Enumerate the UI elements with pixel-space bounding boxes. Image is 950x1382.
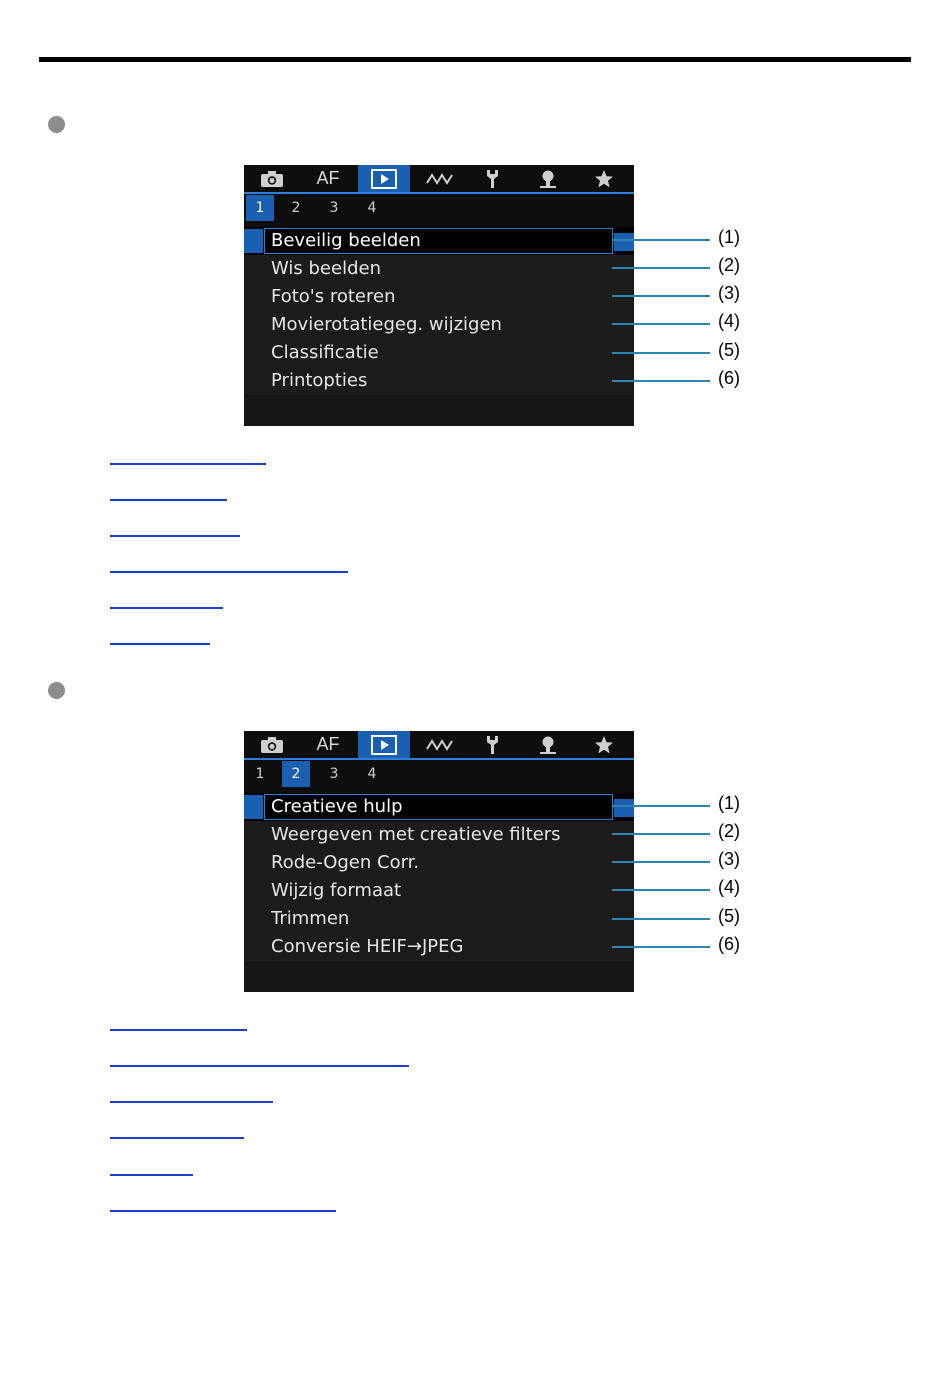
- menu-item-label: Weergeven met creatieve filters: [271, 824, 561, 845]
- callout-number: (2): [718, 821, 740, 841]
- menu-item-creatieve-hulp[interactable]: [244, 793, 634, 822]
- callout-number: (1): [718, 227, 740, 247]
- link-rode-ogen[interactable]: [110, 1101, 273, 1103]
- menu-item-label: Conversie HEIF→JPEG: [271, 936, 464, 957]
- menu-empty-row: [244, 395, 634, 426]
- link-creatieve-filters[interactable]: [110, 1065, 409, 1067]
- top-rule: [39, 57, 911, 62]
- menu-item-trimmen[interactable]: [244, 905, 634, 934]
- tab-custom-functions[interactable]: [522, 731, 574, 758]
- callout-number: (6): [718, 368, 740, 388]
- menu-tab-bar: [244, 165, 634, 192]
- custom-functions-icon: [537, 735, 559, 755]
- tab-shooting[interactable]: [246, 731, 298, 758]
- tab-setup[interactable]: [466, 731, 518, 758]
- menu-item-label: Beveilig beelden: [271, 230, 421, 251]
- link-wis-beelden[interactable]: [110, 499, 227, 501]
- callout-line: [612, 833, 710, 835]
- af-label: AF: [316, 734, 340, 754]
- menu-item-label: Classificatie: [271, 342, 379, 363]
- page-4[interactable]: 4: [367, 766, 377, 782]
- menu-item-label: Wis beelden: [271, 258, 381, 279]
- callout-line: [612, 323, 710, 325]
- menu-item-label: Rode-Ogen Corr.: [271, 852, 420, 873]
- camera-icon: [260, 170, 284, 188]
- page-2[interactable]: 2: [282, 761, 310, 787]
- camera-menu-screen: [244, 165, 634, 426]
- callout-number: (4): [718, 877, 740, 897]
- callout-number: (3): [718, 283, 740, 303]
- menu-item-beveilig-beelden[interactable]: [244, 227, 634, 256]
- tab-custom-functions[interactable]: [522, 165, 574, 192]
- section-bullet: [48, 116, 65, 133]
- menu-item-classificatie[interactable]: [244, 339, 634, 368]
- tab-playback[interactable]: [358, 731, 410, 758]
- menu-item-creatieve-filters[interactable]: [244, 821, 634, 850]
- link-movierotatie[interactable]: [110, 571, 348, 573]
- menu-item-movierotatie[interactable]: [244, 311, 634, 340]
- callout-line: [612, 380, 710, 382]
- scroll-marker: [614, 233, 634, 251]
- page-4[interactable]: 4: [367, 200, 377, 216]
- page-1[interactable]: 1: [255, 766, 265, 782]
- menu-item-label: Trimmen: [271, 908, 350, 929]
- menu-tab-bar: [244, 731, 634, 758]
- section-bullet: [48, 682, 65, 699]
- page-3[interactable]: 3: [329, 766, 339, 782]
- callout-line: [612, 805, 710, 807]
- link-printopties[interactable]: [110, 643, 210, 645]
- my-menu-star-icon: [594, 169, 614, 189]
- callout-number: (1): [718, 793, 740, 813]
- tab-setup[interactable]: [466, 165, 518, 192]
- link-creatieve-hulp[interactable]: [110, 1029, 247, 1031]
- menu-item-label: Creatieve hulp: [271, 796, 403, 817]
- setup-wrench-icon: [483, 735, 501, 755]
- link-classificatie[interactable]: [110, 607, 223, 609]
- menu-item-printopties[interactable]: [244, 367, 634, 396]
- callout-line: [612, 946, 710, 948]
- callout-number: (4): [718, 311, 740, 331]
- camera-menu-screen: [244, 731, 634, 992]
- menu-item-label: Printopties: [271, 370, 368, 391]
- tab-my-menu[interactable]: [578, 165, 630, 192]
- custom-functions-icon: [537, 169, 559, 189]
- link-conversie-heif-jpeg[interactable]: [110, 1210, 336, 1212]
- my-menu-star-icon: [594, 735, 614, 755]
- page-selector: [244, 195, 634, 221]
- menu-item-conversie-heif-jpeg[interactable]: [244, 933, 634, 962]
- callout-line: [612, 918, 710, 920]
- page-selector: [244, 761, 634, 787]
- wireless-icon: [426, 171, 454, 187]
- scroll-marker: [614, 799, 634, 817]
- callout-number: (5): [718, 906, 740, 926]
- callout-line: [612, 889, 710, 891]
- page-2[interactable]: 2: [291, 200, 301, 216]
- link-wijzig-formaat[interactable]: [110, 1137, 244, 1139]
- page-3[interactable]: 3: [329, 200, 339, 216]
- selection-marker: [244, 795, 263, 819]
- tab-my-menu[interactable]: [578, 731, 630, 758]
- callout-number: (5): [718, 340, 740, 360]
- menu-item-label: Foto's roteren: [271, 286, 396, 307]
- wireless-icon: [426, 737, 454, 753]
- tab-wireless[interactable]: [414, 165, 466, 192]
- callout-line: [612, 295, 710, 297]
- callout-line: [612, 861, 710, 863]
- menu-item-fotos-roteren[interactable]: [244, 283, 634, 312]
- playback-icon: [371, 735, 397, 755]
- tab-shooting[interactable]: [246, 165, 298, 192]
- menu-item-label: Wijzig formaat: [271, 880, 402, 901]
- playback-icon: [371, 169, 397, 189]
- callout-line: [612, 267, 710, 269]
- tab-wireless[interactable]: [414, 731, 466, 758]
- setup-wrench-icon: [483, 169, 501, 189]
- link-beveilig-beelden[interactable]: [110, 463, 266, 465]
- callout-line: [612, 239, 710, 241]
- selection-marker: [244, 229, 263, 253]
- menu-item-wijzig-formaat[interactable]: [244, 877, 634, 906]
- menu-empty-row: [244, 961, 634, 992]
- af-label: AF: [316, 168, 340, 188]
- menu-item-rode-ogen[interactable]: [244, 849, 634, 878]
- tab-af[interactable]: [302, 731, 354, 758]
- camera-icon: [260, 736, 284, 754]
- callout-line: [612, 352, 710, 354]
- tab-af[interactable]: [302, 165, 354, 192]
- link-trimmen[interactable]: [110, 1174, 193, 1176]
- menu-item-wis-beelden[interactable]: [244, 255, 634, 284]
- page-1[interactable]: 1: [246, 195, 274, 221]
- callout-number: (6): [718, 934, 740, 954]
- menu-item-label: Movierotatiegeg. wijzigen: [271, 314, 502, 335]
- callout-number: (2): [718, 255, 740, 275]
- link-fotos-roteren[interactable]: [110, 535, 240, 537]
- tab-playback[interactable]: [358, 165, 410, 192]
- callout-number: (3): [718, 849, 740, 869]
